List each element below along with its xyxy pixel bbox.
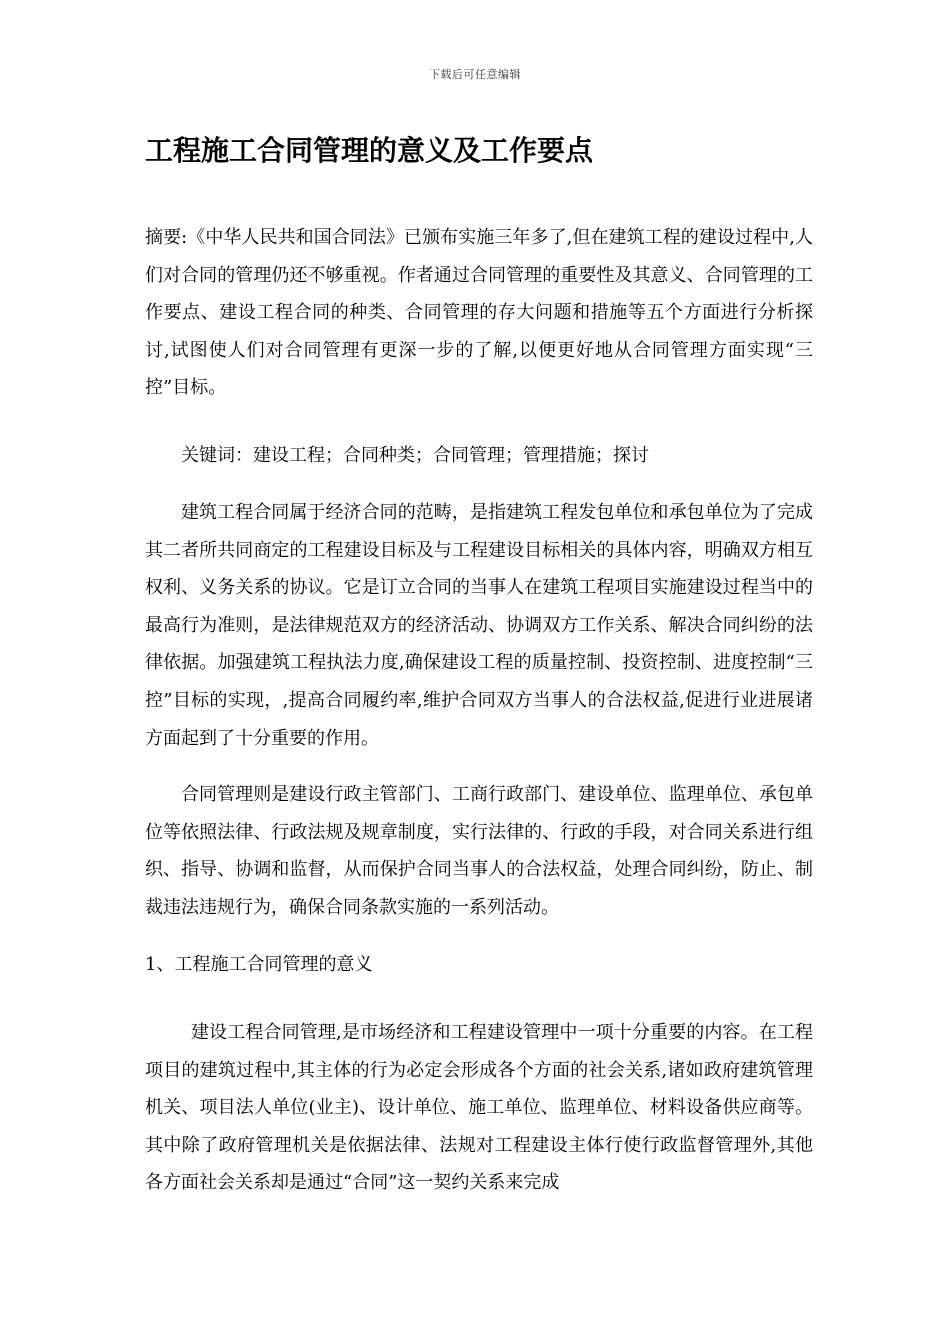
- body-paragraph-2: 合同管理则是建设行政主管部门、工商行政部门、建设单位、监理单位、承包单位等依照法律、行政法规及规章制度，实行法律的、行政的手段，对合同关系进行组织、指导、协调和监督，从而保护合同当事人的合法权益，处理合同纠纷，防止、制裁违法违规行为，确保合同条款实施的一系列活动。: [145, 784, 813, 918]
- section-heading-1: 1、工程施工合同管理的意义: [145, 954, 373, 975]
- keywords-line: 关键词：建设工程；合同种类；合同管理；管理措施；探讨: [181, 445, 649, 466]
- body-paragraph-1: 建筑工程合同属于经济合同的范畴，是指建筑工程发包单位和承包单位为了完成其二者所共同商定的工程建设目标及与工程建设目标相关的具体内容，明确双方相互权利、义务关系的协议。它是订立合同的当事人在建筑工程项目实施建设过程当中的最高行为准则，是法律规范双方的经济活动、协调双方工作关系、解决合同纠纷的法律依据。加强建筑工程执法力度,确保建设工程的质量控制、投资控制、进度控制“三控”目标的实现，,提高合同履约率,维护合同双方当事人的合法权益,促进行业进展诸方面起到了十分重要的作用。: [145, 502, 813, 749]
- abstract-paragraph: 摘要:《中华人民共和国合同法》已颁布实施三年多了,但在建筑工程的建设过程中,人们对合同的管理仍还不够重视。作者通过合同管理的重要性及其意义、合同管理的工作要点、建设工程合同的种类、合同管理的存大问题和措施等五个方面进行分析探讨,试图使人们对合同管理有更深一步的了解,以便更好地从合同管理方面实现“三控”目标。: [145, 227, 813, 399]
- header-note: 下载后可任意编辑: [429, 68, 521, 81]
- body-paragraph-3: 建设工程合同管理,是市场经济和工程建设管理中一项十分重要的内容。在工程项目的建筑过程中,其主体的行为必定会形成各个方面的社会关系,诸如政府建筑管理机关、项目法人单位(业主)、设计单位、施工单位、监理单位、材料设备供应商等。其中除了政府管理机关是依据法律、法规对工程建设主体行使行政监督管理外,其他各方面社会关系却是通过“合同”这一契约关系来完成: [145, 1022, 813, 1194]
- document-title: 工程施工合同管理的意义及工作要点: [145, 134, 594, 167]
